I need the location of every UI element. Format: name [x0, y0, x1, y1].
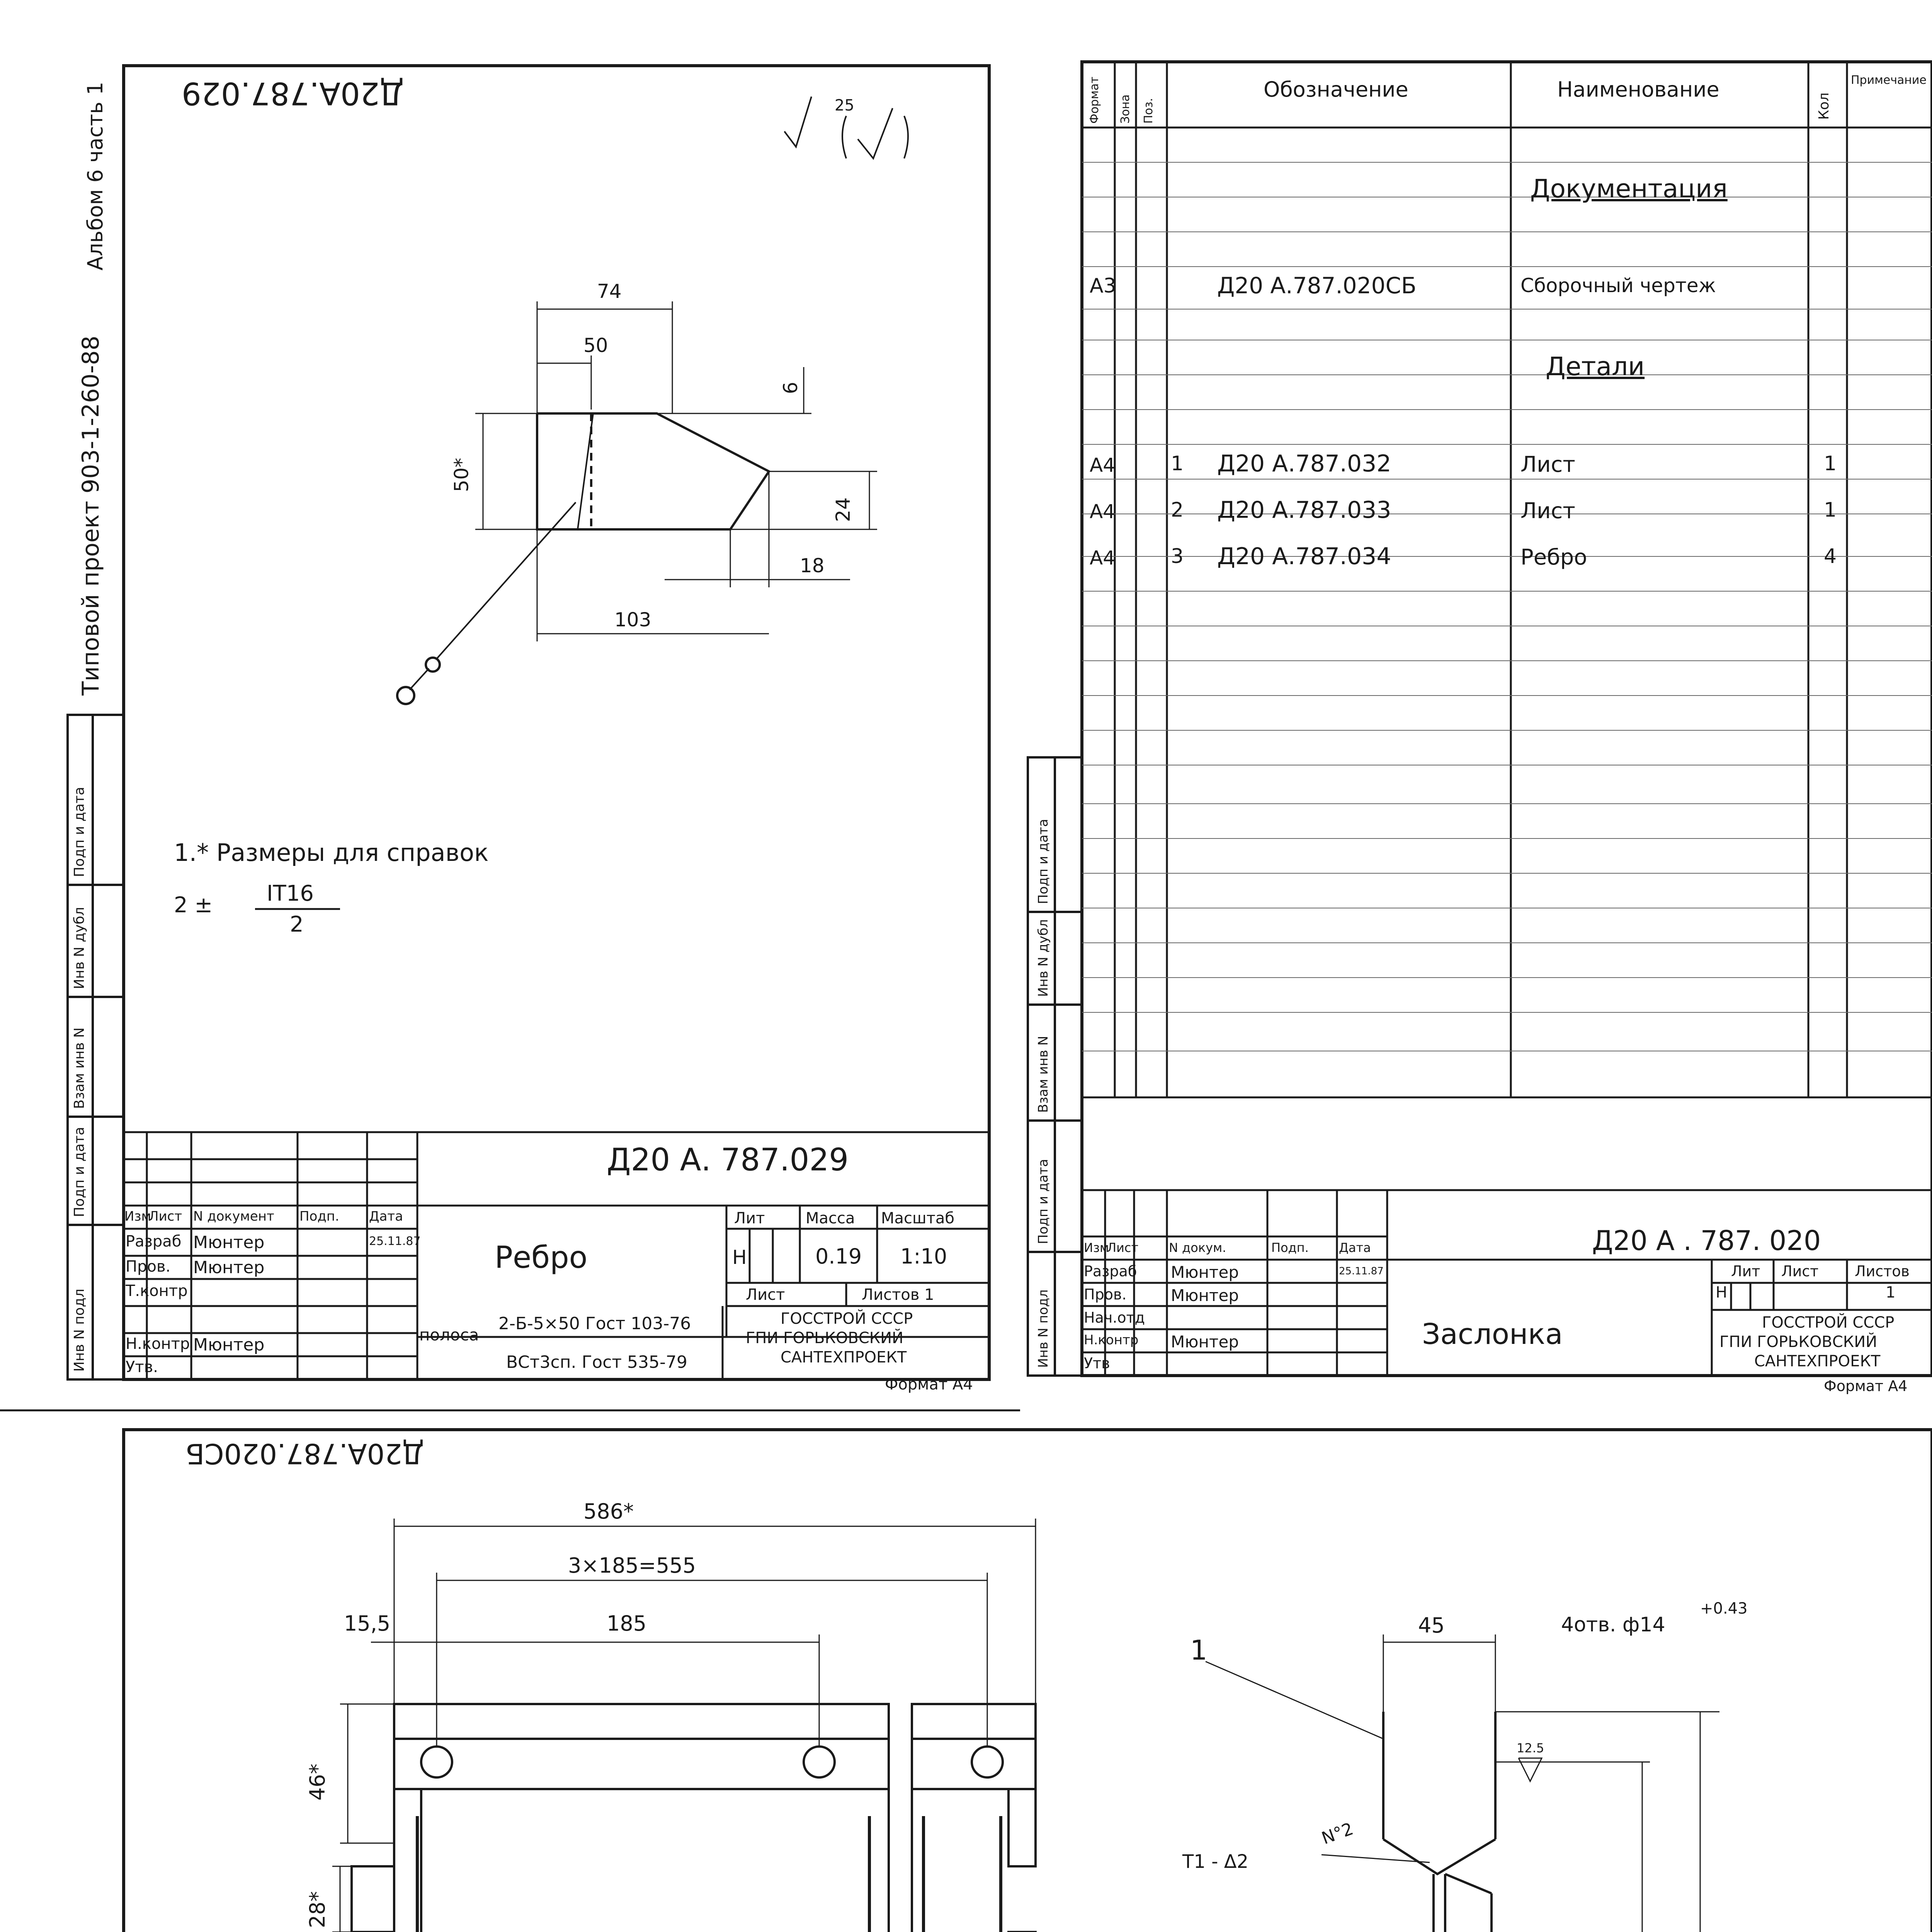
- spec-h-pos: Поз.: [1142, 98, 1155, 124]
- s1-role-1: Разраб: [126, 1233, 182, 1250]
- roughness-value: 25: [835, 97, 854, 114]
- spec-h-name: Наименование: [1557, 77, 1719, 102]
- s2-side-vzam: Взам инв N: [1036, 1036, 1051, 1113]
- s1-name-5: Мюнтер: [193, 1335, 265, 1355]
- rib-part-geometry: [397, 97, 908, 704]
- s1-h-sign: Подп.: [299, 1209, 339, 1224]
- dim-185: 185: [607, 1611, 647, 1636]
- s1-mass: 0.19: [815, 1244, 862, 1269]
- s2-side-dubl: Инв N дубл: [1036, 919, 1051, 997]
- sheet3-code-rotated: Д20А.787.020СБ: [185, 1437, 424, 1470]
- row1-qty: 1: [1824, 452, 1837, 475]
- sheet1-note-2-num: IT16: [267, 881, 314, 906]
- row1-pos: 1: [1171, 452, 1184, 475]
- s2-role-2: Пров.: [1084, 1286, 1127, 1303]
- dim-24: 24: [832, 497, 854, 522]
- dim-18: 18: [800, 554, 825, 577]
- spec-h-format: Формат: [1088, 77, 1101, 124]
- s1-scale-h: Масштаб: [881, 1209, 955, 1227]
- s2-sheet-h: Лист: [1781, 1263, 1819, 1280]
- s1-org-1: ГОССТРОЙ СССР: [781, 1310, 913, 1328]
- s1-h-date: Дата: [369, 1209, 403, 1224]
- s2-h-izm: Изм: [1084, 1240, 1109, 1255]
- dim-555: 3×185=555: [568, 1553, 696, 1578]
- s2-org-1: ГОССТРОЙ СССР: [1762, 1314, 1895, 1332]
- s2-h-list: Лист: [1107, 1240, 1139, 1255]
- sheet1-stamp-code: Д20 А. 787.029: [607, 1142, 849, 1178]
- s2-org-2: ГПИ ГОРЬКОВСКИЙ: [1719, 1333, 1878, 1351]
- s2-org-3: САНТЕХПРОЕКТ: [1754, 1352, 1881, 1370]
- sheet1-note-1: 1.* Размеры для справок: [174, 838, 489, 867]
- surface-roughness: 12.5: [1517, 1741, 1544, 1755]
- s1-role-3: Т.контр: [126, 1282, 188, 1300]
- s1-sheets-h: Листов 1: [862, 1286, 934, 1304]
- side-vzam: Взам инв N: [71, 1027, 87, 1109]
- s1-org-2: ГПИ ГОРЬКОВСКИЙ: [746, 1329, 904, 1347]
- dim-15-5: 15,5: [344, 1611, 391, 1636]
- s1-material-bottom: ВСт3сп. Гост 535-79: [506, 1352, 687, 1372]
- row2-pos: 2: [1171, 498, 1184, 522]
- spec-h-code: Обозначение: [1264, 77, 1408, 102]
- row0-name: Сборочный чертеж: [1520, 274, 1716, 297]
- row3-pos: 3: [1171, 545, 1184, 568]
- row0-fmt: А3: [1090, 274, 1116, 298]
- s1-h-list: Лист: [149, 1209, 182, 1224]
- damper-section-geometry: [1206, 1634, 1719, 1932]
- s1-mass-h: Масса: [806, 1209, 855, 1227]
- fraction-line: [255, 908, 340, 910]
- holes-callout: 4отв. ф14: [1561, 1613, 1665, 1636]
- s2-role-5: Утв: [1084, 1355, 1110, 1372]
- s2-role-3: Нач.отд: [1084, 1309, 1145, 1326]
- s1-h-doc: N документ: [193, 1209, 274, 1224]
- s2-sheets: 1: [1886, 1284, 1896, 1301]
- s2-role-4: Н.контр: [1084, 1332, 1139, 1348]
- s1-format: Формат А4: [885, 1376, 973, 1393]
- dim-586: 586*: [583, 1499, 634, 1524]
- weld-t1: Т1 - Δ2: [1182, 1851, 1249, 1872]
- album-label: Альбом 6 часть 1: [83, 82, 107, 270]
- s2-name-2: Мюнтер: [1171, 1286, 1239, 1305]
- row2-name: Лист: [1520, 498, 1575, 524]
- spec-table-rows: [1082, 162, 1932, 1051]
- s1-role-5: Н.контр: [126, 1335, 190, 1353]
- s2-sheets-h: Листов: [1855, 1263, 1910, 1280]
- row3-qty: 4: [1824, 545, 1837, 568]
- dim-74: 74: [597, 280, 622, 303]
- s2-side-inv-podl: Инв N подл: [1036, 1289, 1051, 1368]
- s2-side-podp: Подп и дата: [1036, 1159, 1051, 1244]
- s2-h-doc: N докум.: [1169, 1240, 1226, 1255]
- s2-side-podp-2: Подп и дата: [1036, 819, 1051, 904]
- sheet2-stamp-code: Д20 А . 787. 020: [1592, 1225, 1821, 1257]
- sheet2-frame: [1082, 62, 1932, 1376]
- dim-103: 103: [614, 609, 651, 631]
- s2-name-1: Мюнтер: [1171, 1263, 1239, 1282]
- row1-fmt: А4: [1090, 454, 1116, 476]
- s1-sheet-h: Лист: [746, 1286, 785, 1304]
- dim-50-ref: 50*: [450, 457, 473, 492]
- row1-name: Лист: [1520, 452, 1575, 477]
- side-inv-dubl: Инв N дубл: [71, 907, 87, 989]
- s2-lit-h: Лит: [1731, 1263, 1760, 1280]
- s1-material-top: 2-Б-5×50 Гост 103-76: [498, 1314, 691, 1333]
- s1-lit: Н: [732, 1246, 747, 1269]
- s2-h-date: Дата: [1339, 1240, 1371, 1255]
- section-details: Детали: [1546, 352, 1645, 381]
- side-podp-data-2: Подп и дата: [71, 787, 87, 877]
- weld-n2: N°2: [1319, 1819, 1356, 1849]
- dim-45: 45: [1418, 1613, 1445, 1638]
- sheet2-title: Заслонка: [1422, 1318, 1563, 1351]
- project-label: Типовой проект 903-1-260-88: [77, 335, 104, 696]
- s1-material-label: полоса: [419, 1325, 479, 1344]
- s2-name-4: Мюнтер: [1171, 1332, 1239, 1351]
- callout-1: 1: [1190, 1634, 1208, 1666]
- spec-table-grid: [1082, 62, 1932, 1097]
- spec-h-zone: Зона: [1119, 94, 1132, 124]
- s1-h-izm: Изм: [124, 1209, 151, 1224]
- sheet1-note-2-prefix: 2 ±: [174, 893, 213, 918]
- s1-scale: 1:10: [900, 1244, 947, 1269]
- row0-code: Д20 А.787.020СБ: [1217, 272, 1417, 299]
- row3-name: Ребро: [1520, 545, 1587, 570]
- dim-6: 6: [779, 382, 802, 394]
- holes-tolerance: +0.43: [1700, 1600, 1748, 1617]
- dim-50: 50: [583, 334, 608, 357]
- row2-code: Д20 А.787.033: [1217, 497, 1391, 524]
- row3-fmt: А4: [1090, 547, 1116, 569]
- row2-qty: 1: [1824, 498, 1837, 522]
- s2-format: Формат А4: [1824, 1378, 1908, 1395]
- section-documentation: Документация: [1530, 174, 1728, 204]
- sheet1-code-rotated: Д20А.787.029: [182, 75, 404, 111]
- dim-28: 28*: [305, 1891, 330, 1928]
- row3-code: Д20 А.787.034: [1217, 543, 1391, 570]
- sheet1-note-2-den: 2: [290, 912, 304, 937]
- s1-lit-h: Лит: [734, 1209, 765, 1227]
- row1-code: Д20 А.787.032: [1217, 450, 1391, 477]
- s1-name-2: Мюнтер: [193, 1258, 265, 1277]
- spec-h-note: Примечание: [1851, 73, 1927, 87]
- spec-h-qty: Кол: [1816, 92, 1832, 120]
- s1-date: 25.11.87: [369, 1235, 421, 1248]
- side-inv-podl: Инв N подл: [71, 1289, 87, 1372]
- dim-46: 46*: [305, 1764, 330, 1801]
- side-podp-data: Подп и дата: [71, 1127, 87, 1217]
- s1-role-6: Утв.: [126, 1358, 158, 1376]
- s1-name-1: Мюнтер: [193, 1233, 265, 1252]
- sheet1-title: Ребро: [495, 1240, 588, 1275]
- s2-date: 25.11.87: [1339, 1265, 1384, 1277]
- s1-role-2: Пров.: [126, 1258, 171, 1276]
- s2-role-1: Разраб: [1084, 1263, 1137, 1280]
- s1-org-3: САНТЕХПРОЕКТ: [781, 1349, 907, 1366]
- s2-lit: Н: [1716, 1284, 1728, 1301]
- row2-fmt: А4: [1090, 500, 1116, 523]
- s2-h-sign: Подп.: [1271, 1240, 1309, 1255]
